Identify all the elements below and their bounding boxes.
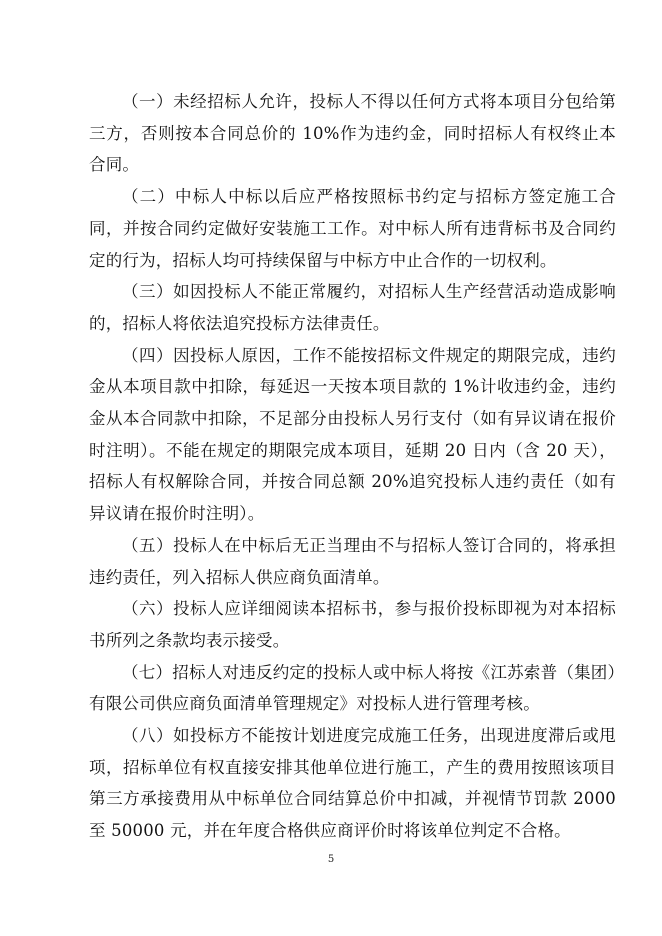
clause-6-paragraph: （六）投标人应详细阅读本招标书，参与报价投标即视为对本招标书所列之条款均表示接受。	[89, 599, 616, 650]
clause-3-paragraph: （三）如因投标人不能正常履约，对招标人生产经营活动造成影响的，招标人将依法追究投标方法律责任。	[89, 282, 616, 333]
clause-5-paragraph: （五）投标人在中标后无正当理由不与招标人签订合同的，将承担违约责任，列入招标人供应商负面清单。	[89, 535, 616, 587]
clause-8-paragraph: （八）如投标方不能按计划进度完成施工任务，出现进度滞后或甩项，招标单位有权直接安排其他单位进行施工，产生的费用按照该项目第三方承接费用从中标单位合同结算总价中扣减，并视情节罚款 2000 至 50000 元，并在年度合格供应商评价时将该单位判定不合格。	[89, 726, 616, 841]
clause-2-paragraph: （二）中标人中标以后应严格按照标书约定与招标方签定施工合同，并按合同约定做好安装施工工作。对中标人所有违背标书及合同约定的行为，招标人均可持续保留与中标方中止合作的一切权利。	[89, 187, 616, 270]
page-number: 5	[327, 854, 335, 865]
clause-7-paragraph: （七）招标人对违反约定的投标人或中标人将按《江苏索普（集团）有限公司供应商负面清单管理规定》对投标人进行管理考核。	[89, 662, 616, 714]
clause-1-paragraph: （一）未经招标人允许，投标人不得以任何方式将本项目分包给第三方，否则按本合同总价的 10%作为违约金，同时招标人有权终止本合同。	[89, 92, 616, 175]
document-body	[89, 86, 616, 847]
clause-4-paragraph: （四）因投标人原因，工作不能按招标文件规定的期限完成，违约金从本项目款中扣除，每延迟一天按本项目款的 1%计收违约金，违约金从本合同款中扣除，不足部分由投标人另行支付（如有异议请在报价时注明）。不能在规定的期限完成本项目，延期 20 日内（含 20 天），招标人有权解除合同，并按合同总额 20%追究投标人违约责任（如有异议请在报价时注明）。	[89, 345, 616, 524]
